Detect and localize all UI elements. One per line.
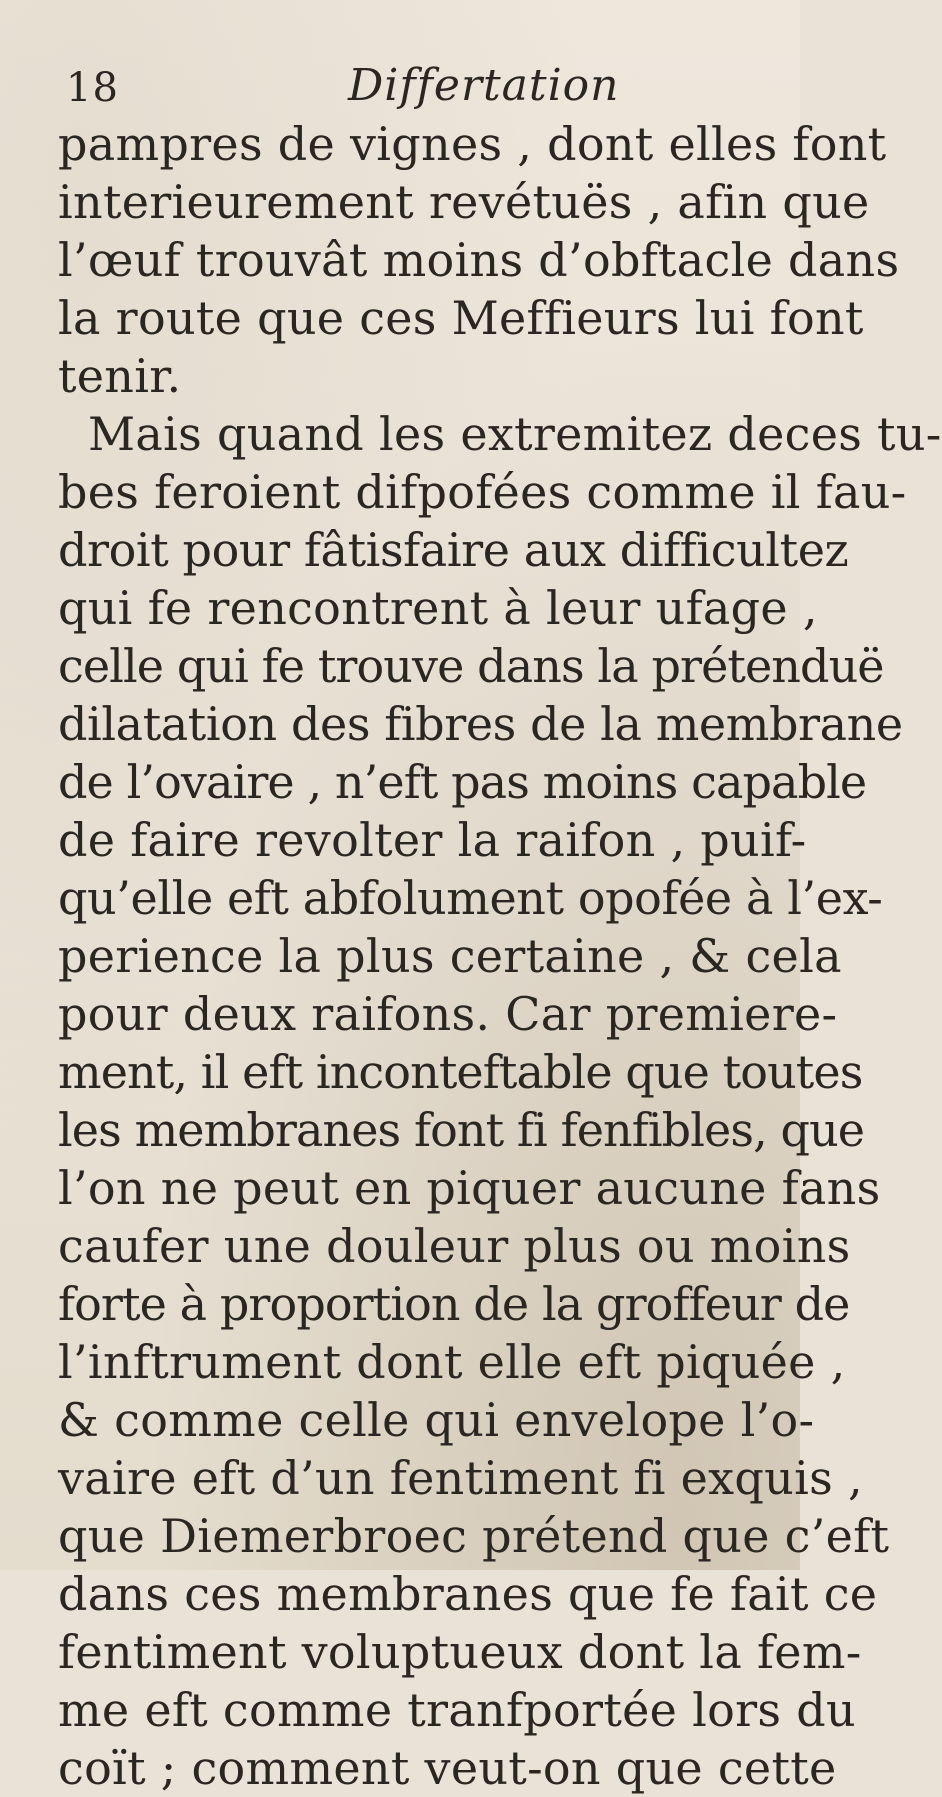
text-line: interieurement revétuës , afin que bbox=[58, 175, 870, 229]
text-line: & comme celle qui envelope l’o- bbox=[58, 1393, 815, 1447]
text-line: celle qui fe trouve dans la prétenduë bbox=[58, 639, 884, 693]
body-text bbox=[58, 115, 942, 1797]
text-line: dans ces membranes que fe fait ce bbox=[58, 1567, 878, 1621]
text-line: l’œuf trouvât moins d’obftacle dans bbox=[58, 233, 900, 287]
text-line: de faire revolter la raifon , puif- bbox=[58, 813, 807, 867]
text-line: que Diemerbroec prétend que c’eft bbox=[58, 1509, 890, 1563]
text-line: la route que ces Meffieurs lui font bbox=[58, 291, 864, 345]
text-line: caufer une douleur plus ou moins bbox=[58, 1219, 851, 1273]
text-line: pour deux raifons. Car premiere- bbox=[58, 987, 838, 1041]
text-line: pampres de vignes , dont elles font bbox=[58, 117, 887, 171]
text-line: forte à proportion de la groffeur de bbox=[58, 1277, 850, 1331]
running-title: Differtation bbox=[348, 60, 620, 111]
text-line: qu’elle eft abfolument opofée à l’ex- bbox=[58, 871, 883, 925]
text-line: droit pour fâtisfaire aux difficultez bbox=[58, 523, 849, 577]
text-line: l’on ne peut en piquer aucune fans bbox=[58, 1161, 881, 1215]
text-line: fentiment voluptueux dont la fem- bbox=[58, 1625, 862, 1679]
text-line: de l’ovaire , n’eft pas moins capable bbox=[58, 755, 867, 809]
text-line: qui fe rencontrent à leur ufage , bbox=[58, 581, 818, 635]
text-line: coït ; comment veut-on que cette bbox=[58, 1741, 837, 1795]
text-line: dilatation des fibres de la membrane bbox=[58, 697, 903, 751]
text-line: l’inftrument dont elle eft piquée , bbox=[58, 1335, 846, 1389]
text-line: les membranes font fi fenfibles, que bbox=[58, 1103, 865, 1157]
text-line: perience la plus certaine , & cela bbox=[58, 929, 842, 983]
page-header bbox=[58, 60, 758, 120]
text-line: ment, il eft inconteftable que toutes bbox=[58, 1045, 863, 1099]
paragraph-start-line: Mais quand les extremitez deces tu- bbox=[88, 407, 942, 461]
text-line: tenir. bbox=[58, 349, 182, 403]
text-line: bes feroient difpofées comme il fau- bbox=[58, 465, 907, 519]
text-line: vaire eft d’un fentiment fi exquis , bbox=[58, 1451, 863, 1505]
page-number: 18 bbox=[66, 65, 119, 111]
text-line: me eft comme tranfportée lors du bbox=[58, 1683, 856, 1737]
